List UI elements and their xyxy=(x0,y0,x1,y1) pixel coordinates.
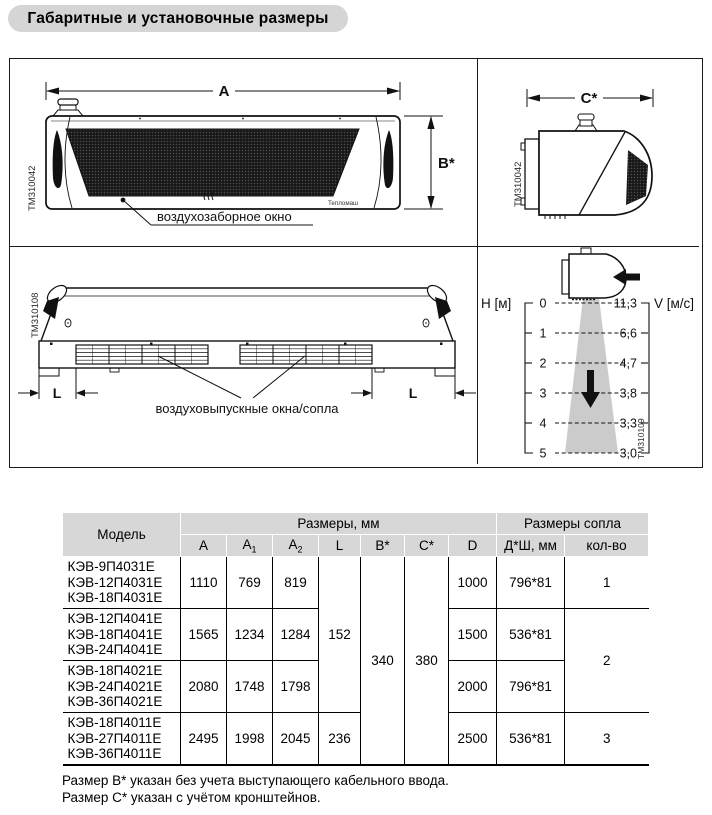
cell-nozzle-qty: 3 xyxy=(565,713,649,765)
cell-nozzle-qty: 1 xyxy=(565,557,649,609)
outlet-callout-label: воздуховыпускные окна/сопла xyxy=(155,401,339,416)
table-row xyxy=(63,557,649,609)
cell-a2: 819 xyxy=(273,557,319,609)
dimension-a-label: A xyxy=(218,83,230,100)
cell-a: 2080 xyxy=(181,661,227,713)
svg-text:3,3: 3,3 xyxy=(619,416,637,431)
cell-b: 340 xyxy=(361,557,405,765)
footnote-dimension-b: Размер B* указан без учета выступающего кабельного ввода. xyxy=(62,773,449,788)
col-header-a: A xyxy=(181,535,227,557)
col-group-dimensions: Размеры, мм xyxy=(181,513,497,535)
cell-l: 152 xyxy=(319,557,361,713)
cell-d: 1000 xyxy=(449,557,497,609)
cell-a1: 769 xyxy=(227,557,273,609)
cell-nozzle-size: 796*81 xyxy=(497,661,565,713)
svg-text:0: 0 xyxy=(539,296,547,311)
cell-nozzle-size: 536*81 xyxy=(497,713,565,765)
col-header-nozzle-size: Д*Ш, мм xyxy=(497,535,565,557)
svg-text:6,6: 6,6 xyxy=(619,326,637,341)
height-scale-bracket xyxy=(525,303,533,453)
height-axis-label: H [м] xyxy=(481,296,512,311)
doc-code-side: ТМ310042 xyxy=(513,161,524,207)
dimension-l-right-label: L xyxy=(408,385,418,401)
cell-a1: 1748 xyxy=(227,661,273,713)
col-header-c: C* xyxy=(405,535,449,557)
velocity-axis-label: V [м/с] xyxy=(654,296,695,311)
model-cell: КЭВ-9П4031Е КЭВ-12П4031Е КЭВ-18П4031Е xyxy=(63,557,181,609)
svg-text:11,3: 11,3 xyxy=(613,296,637,311)
col-header-a1: $A_1$ xyxy=(227,535,273,557)
table-row xyxy=(63,713,649,765)
col-header-l: L xyxy=(319,535,361,557)
cell-d: 2000 xyxy=(449,661,497,713)
model-cell: КЭВ-12П4041Е КЭВ-18П4041Е КЭВ-24П4041Е xyxy=(63,609,181,661)
cell-d: 1500 xyxy=(449,609,497,661)
cell-nozzle-size: 536*81 xyxy=(497,609,565,661)
air-curtain-front xyxy=(46,99,400,209)
page-title: Габаритные и установочные размеры xyxy=(8,5,348,32)
cell-a: 1110 xyxy=(181,557,227,609)
col-group-nozzle: Размеры сопла xyxy=(497,513,649,535)
doc-code-bottom: ТМ310108 xyxy=(30,292,41,338)
cable-gland xyxy=(58,99,78,105)
cell-l: 236 xyxy=(319,713,361,765)
footnote-dimension-c: Размер C* указан с учётом кронштейнов. xyxy=(62,790,321,805)
cell-a2: 1798 xyxy=(273,661,319,713)
drawings-panel xyxy=(9,58,703,468)
bottom-view-quadrant xyxy=(10,246,478,464)
svg-text:4: 4 xyxy=(539,416,547,431)
doc-code-front: ТМ310042 xyxy=(27,165,38,211)
dimension-b-label: B* xyxy=(438,155,455,172)
svg-text:3: 3 xyxy=(539,386,547,401)
height-tick-labels xyxy=(540,297,547,461)
cell-c: 380 xyxy=(405,557,449,765)
cell-a1: 1234 xyxy=(227,609,273,661)
intake-grille xyxy=(66,129,359,196)
airflow-diagram xyxy=(477,246,699,464)
bottom-view-drawing xyxy=(10,246,477,464)
cell-a: 1565 xyxy=(181,609,227,661)
brand-logo-text: Тепломаш xyxy=(327,200,358,207)
model-cell: КЭВ-18П4021Е КЭВ-24П4021Е КЭВ-36П4021Е xyxy=(63,661,181,713)
cell-a: 2495 xyxy=(181,713,227,765)
col-header-nozzle-qty: кол-во xyxy=(565,535,649,557)
svg-text:3,8: 3,8 xyxy=(619,386,637,401)
cell-a1: 1998 xyxy=(227,713,273,765)
side-view-quadrant xyxy=(477,59,699,247)
cell-a2: 1284 xyxy=(273,609,319,661)
velocity-value-labels xyxy=(614,297,637,461)
air-curtain-side xyxy=(521,114,652,219)
front-view-drawing xyxy=(10,59,477,246)
intake-callout-label: воздухозаборное окно xyxy=(157,209,292,224)
footnotes xyxy=(62,772,449,806)
col-header-b: B* xyxy=(361,535,405,557)
cell-nozzle-qty: 2 xyxy=(565,609,649,713)
side-view-drawing xyxy=(477,59,699,246)
svg-text:5: 5 xyxy=(539,446,547,461)
col-header-a2: $A_2$ xyxy=(273,535,319,557)
svg-text:1: 1 xyxy=(539,326,547,341)
col-header-d: D xyxy=(449,535,497,557)
dimensions-table xyxy=(62,512,649,766)
mounting-bracket xyxy=(525,139,539,209)
doc-code-airflow: ТМ310109 xyxy=(636,418,646,459)
svg-text:3,0: 3,0 xyxy=(619,446,637,461)
front-view-quadrant xyxy=(10,59,478,247)
air-curtain-bottom xyxy=(39,282,455,376)
svg-text:2: 2 xyxy=(539,356,547,371)
dimension-l-left-label: L xyxy=(52,385,62,401)
cable-gland-side xyxy=(578,114,594,120)
cell-d: 2500 xyxy=(449,713,497,765)
dimension-c-label: C* xyxy=(580,90,598,107)
model-cell: КЭВ-18П4011Е КЭВ-27П4011Е КЭВ-36П4011Е xyxy=(63,713,181,765)
svg-text:4,7: 4,7 xyxy=(619,356,637,371)
col-header-model: Модель xyxy=(63,513,181,557)
cell-nozzle-size: 796*81 xyxy=(497,557,565,609)
airflow-quadrant xyxy=(477,246,699,464)
cell-a2: 2045 xyxy=(273,713,319,765)
air-curtain-pictogram xyxy=(562,248,626,300)
